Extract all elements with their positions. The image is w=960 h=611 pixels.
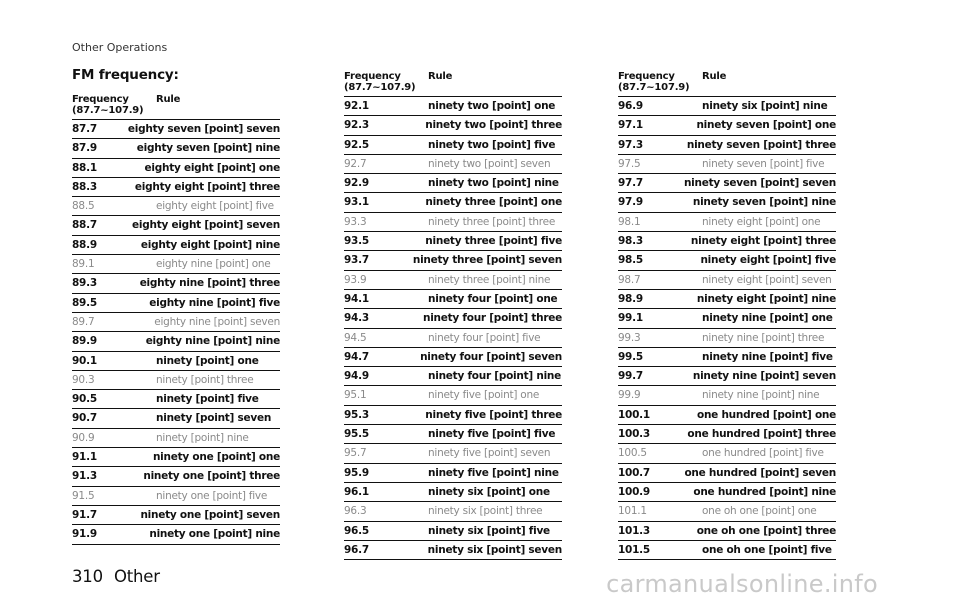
rule-cell: ninety nine [point] seven [692,370,836,383]
table-row [344,348,562,367]
table-row [618,329,836,348]
table-row [72,313,280,332]
page-footer [72,567,160,586]
rule-cell: ninety six [point] nine [702,100,828,112]
rule-cell: ninety one [point] seven [140,508,280,521]
table-row [618,97,836,116]
rule-cell: ninety two [point] three [425,119,562,132]
frequency-cell: 93.1 [344,196,369,209]
frequency-cell: 88.3 [72,180,97,193]
rule-cell: one hundred [point] seven [684,466,836,479]
frequency-table-1 [72,94,280,545]
rule-cell: ninety five [point] nine [428,466,559,479]
rule-cell: eighty nine [point] five [149,296,280,309]
frequency-cell: 89.1 [72,258,95,271]
table-row [618,193,836,212]
rule-cell: eighty nine [point] three [139,277,280,290]
table-row [344,174,562,193]
table-row [344,483,562,502]
table-row [72,409,280,428]
header-frequency [618,71,702,93]
table-row [344,155,562,174]
rule-cell: eighty eight [point] nine [140,238,280,251]
rule-cell: one oh one [point] three [696,524,836,537]
rule-cell: eighty nine [point] one [156,258,271,271]
table-row [618,425,836,444]
table-row [72,236,280,255]
rule-cell: ninety two [point] one [428,100,556,112]
frequency-cell: 97.7 [618,177,643,190]
table-row [344,541,562,560]
table-row [72,352,280,371]
frequency-cell: 98.1 [618,215,641,228]
rule-cell: ninety two [point] five [428,138,556,151]
rule-cell: ninety [point] nine [156,431,249,444]
table-row [344,464,562,483]
frequency-cell: 95.1 [344,389,367,402]
frequency-cell: 88.5 [72,200,95,213]
rule-cell: one oh one [point] one [702,505,817,518]
rule-cell: eighty eight [point] five [156,200,274,213]
rule-cell: ninety one [point] three [143,470,280,483]
header-rule: Rule [702,71,727,82]
frequency-cell: 100.1 [618,408,650,421]
table-row [72,467,280,486]
rule-cell: ninety nine [point] three [702,331,825,344]
frequency-cell: 101.3 [618,524,650,537]
rule-cell: ninety five [point] five [428,428,556,441]
rule-cell: eighty eight [point] seven [131,219,280,232]
rule-cell: eighty eight [point] three [134,180,280,193]
frequency-cell: 100.7 [618,466,650,479]
frequency-cell: 93.9 [344,273,367,286]
table-row [344,502,562,521]
rule-cell: ninety seven [point] one [696,119,836,132]
frequency-cell: 100.5 [618,447,647,460]
table-row [344,232,562,251]
table-row [344,425,562,444]
frequency-cell: 94.1 [344,292,369,305]
rule-cell: ninety two [point] seven [428,157,551,170]
frequency-cell: 90.1 [72,354,97,367]
table-row [344,444,562,463]
rule-cell: one hundred [point] one [696,408,836,421]
table-header [618,71,836,97]
frequency-cell: 93.5 [344,235,369,248]
table-row [618,251,836,270]
rule-cell: ninety four [point] seven [420,350,562,363]
table-row [344,193,562,212]
table-row [618,522,836,541]
table-row [344,251,562,270]
frequency-cell: 91.9 [72,528,97,541]
frequency-cell: 95.5 [344,428,369,441]
rule-cell: ninety seven [point] seven [683,177,836,190]
frequency-cell: 95.7 [344,447,367,460]
table-row [618,174,836,193]
table-row [72,332,280,351]
table-row [72,525,280,544]
frequency-cell: 101.1 [618,505,647,518]
header-frequency-range: (87.7~107.9) [72,105,144,116]
rule-cell: ninety four [point] nine [428,370,562,383]
rule-cell: eighty seven [point] seven [127,123,280,135]
frequency-cell: 96.7 [344,543,369,556]
frequency-cell: 100.9 [618,485,650,498]
table-row [618,271,836,290]
rule-cell: ninety six [point] five [428,524,550,537]
rule-cell: ninety nine [point] nine [702,389,820,402]
watermark: carmanualsonline.info [606,570,878,598]
table-row [618,136,836,155]
rule-cell: ninety eight [point] nine [696,292,836,305]
frequency-cell: 90.9 [72,431,95,444]
table-row [344,406,562,425]
rule-cell: one oh one [point] five [702,543,832,556]
frequency-cell: 90.7 [72,412,97,425]
frequency-cell: 98.7 [618,273,641,286]
table-row [344,329,562,348]
header-frequency-range: (87.7~107.9) [344,82,416,93]
rule-cell: eighty nine [point] nine [145,335,280,348]
frequency-cell: 91.3 [72,470,97,483]
frequency-cell: 96.5 [344,524,369,537]
rule-cell: ninety one [point] five [156,489,268,502]
footer-section: Other [113,567,160,586]
frequency-cell: 92.1 [344,100,369,112]
frequency-cell: 89.9 [72,335,97,348]
rule-cell: ninety eight [point] seven [702,273,832,286]
frequency-cell: 94.7 [344,350,369,363]
frequency-cell: 97.9 [618,196,643,209]
section-label: Other Operations [72,41,168,54]
table-rows [72,120,280,545]
table-row [618,155,836,174]
table-row [618,502,836,521]
frequency-cell: 96.9 [618,100,643,112]
rule-cell: ninety [point] seven [156,412,272,425]
frequency-cell: 99.5 [618,350,643,363]
rule-cell: ninety one [point] one [152,451,280,464]
frequency-cell: 98.5 [618,254,643,267]
rule-cell: ninety three [point] seven [412,254,562,267]
table-row [344,290,562,309]
frequency-cell: 97.1 [618,119,643,132]
rule-cell: eighty nine [point] seven [154,315,280,328]
rule-cell: ninety eight [point] five [700,254,836,267]
frequency-cell: 100.3 [618,428,650,441]
header-frequency-label: Frequency [618,71,675,82]
rule-cell: ninety eight [point] one [702,215,821,228]
frequency-cell: 87.9 [72,142,97,155]
frequency-cell: 91.5 [72,489,95,502]
table-rows [618,97,836,560]
table-row [344,271,562,290]
frequency-cell: 92.5 [344,138,369,151]
rule-cell: ninety one [point] nine [149,528,280,541]
frequency-cell: 96.3 [344,505,367,518]
frequency-cell: 90.3 [72,373,95,386]
frequency-cell: 97.3 [618,138,643,151]
frequency-cell: 88.1 [72,161,97,174]
rule-cell: one hundred [point] five [702,447,824,460]
frequency-cell: 92.7 [344,157,367,170]
rule-cell: ninety seven [point] nine [692,196,836,209]
frequency-cell: 94.3 [344,312,369,325]
rule-cell: ninety three [point] five [425,235,562,248]
frequency-cell: 94.5 [344,331,367,344]
page-title: FM frequency: [72,67,179,83]
frequency-cell: 98.3 [618,235,643,248]
table-row [618,464,836,483]
frequency-table-2 [344,71,562,560]
rule-cell: ninety six [point] one [428,485,550,498]
table-row [344,136,562,155]
rule-cell: ninety three [point] nine [428,273,551,286]
frequency-cell: 99.1 [618,312,643,325]
table-row [344,309,562,328]
frequency-cell: 93.7 [344,254,369,267]
table-header [72,94,280,120]
table-row [72,371,280,390]
table-row [72,216,280,235]
header-frequency-range: (87.7~107.9) [618,82,690,93]
table-row [344,213,562,232]
frequency-cell: 95.9 [344,466,369,479]
header-frequency [344,71,428,93]
rule-cell: ninety four [point] five [428,331,541,344]
frequency-cell: 101.5 [618,543,650,556]
table-row [72,274,280,293]
table-row [72,197,280,216]
frequency-cell: 89.3 [72,277,97,290]
frequency-table-3 [618,71,836,560]
rule-cell: ninety nine [point] one [702,312,833,325]
rule-cell: ninety four [point] one [428,292,558,305]
frequency-cell: 87.7 [72,123,97,135]
rule-cell: ninety three [point] one [425,196,562,209]
table-row [618,213,836,232]
rule-cell: ninety two [point] nine [428,177,559,190]
table-row [618,386,836,405]
header-frequency-label: Frequency [72,94,129,105]
table-row [618,309,836,328]
table-row [72,294,280,313]
frequency-cell: 92.3 [344,119,369,132]
frequency-cell: 97.5 [618,157,641,170]
table-row [72,429,280,448]
table-row [72,390,280,409]
table-row [618,290,836,309]
table-row [72,120,280,139]
rule-cell: eighty eight [point] one [144,161,280,174]
table-row [618,444,836,463]
rule-cell: ninety five [point] one [428,389,540,402]
table-row [618,232,836,251]
header-frequency [72,94,156,116]
rule-cell: ninety three [point] three [428,215,556,228]
frequency-cell: 95.3 [344,408,369,421]
table-row [618,348,836,367]
frequency-cell: 92.9 [344,177,369,190]
rule-cell: eighty seven [point] nine [136,142,280,155]
rule-cell: ninety [point] three [156,373,254,386]
table-row [618,541,836,560]
table-header [344,71,562,97]
frequency-cell: 99.3 [618,331,641,344]
header-rule: Rule [156,94,181,105]
frequency-cell: 99.7 [618,370,643,383]
table-row [344,367,562,386]
table-row [344,522,562,541]
rule-cell: ninety five [point] seven [428,447,551,460]
header-rule: Rule [428,71,453,82]
table-row [344,116,562,135]
table-row [72,178,280,197]
rule-cell: ninety four [point] three [422,312,562,325]
table-rows [344,97,562,560]
table-row [72,139,280,158]
table-row [72,448,280,467]
rule-cell: one hundred [point] three [687,428,836,441]
header-frequency-label: Frequency [344,71,401,82]
frequency-cell: 99.9 [618,389,641,402]
table-row [72,255,280,274]
frequency-cell: 91.7 [72,508,97,521]
table-row [72,159,280,178]
rule-cell: ninety seven [point] five [702,157,825,170]
frequency-cell: 88.9 [72,238,97,251]
rule-cell: ninety [point] five [156,393,259,406]
frequency-cell: 90.5 [72,393,97,406]
rule-cell: ninety five [point] three [425,408,562,421]
rule-cell: ninety eight [point] three [690,235,836,248]
frequency-cell: 88.7 [72,219,97,232]
rule-cell: ninety six [point] three [428,505,543,518]
frequency-cell: 93.3 [344,215,367,228]
frequency-cell: 96.1 [344,485,369,498]
table-row [344,97,562,116]
table-row [72,506,280,525]
table-row [72,487,280,506]
table-row [618,116,836,135]
rule-cell: ninety six [point] seven [427,543,562,556]
rule-cell: ninety [point] one [156,354,259,367]
table-row [618,483,836,502]
table-row [618,367,836,386]
frequency-cell: 89.5 [72,296,97,309]
frequency-cell: 98.9 [618,292,643,305]
rule-cell: one hundred [point] nine [693,485,836,498]
table-row [344,386,562,405]
rule-cell: ninety nine [point] five [702,350,833,363]
page-number: 310 [72,567,103,586]
rule-cell: ninety seven [point] three [686,138,836,151]
frequency-cell: 94.9 [344,370,369,383]
frequency-cell: 89.7 [72,315,95,328]
table-row [618,406,836,425]
frequency-cell: 91.1 [72,451,97,464]
